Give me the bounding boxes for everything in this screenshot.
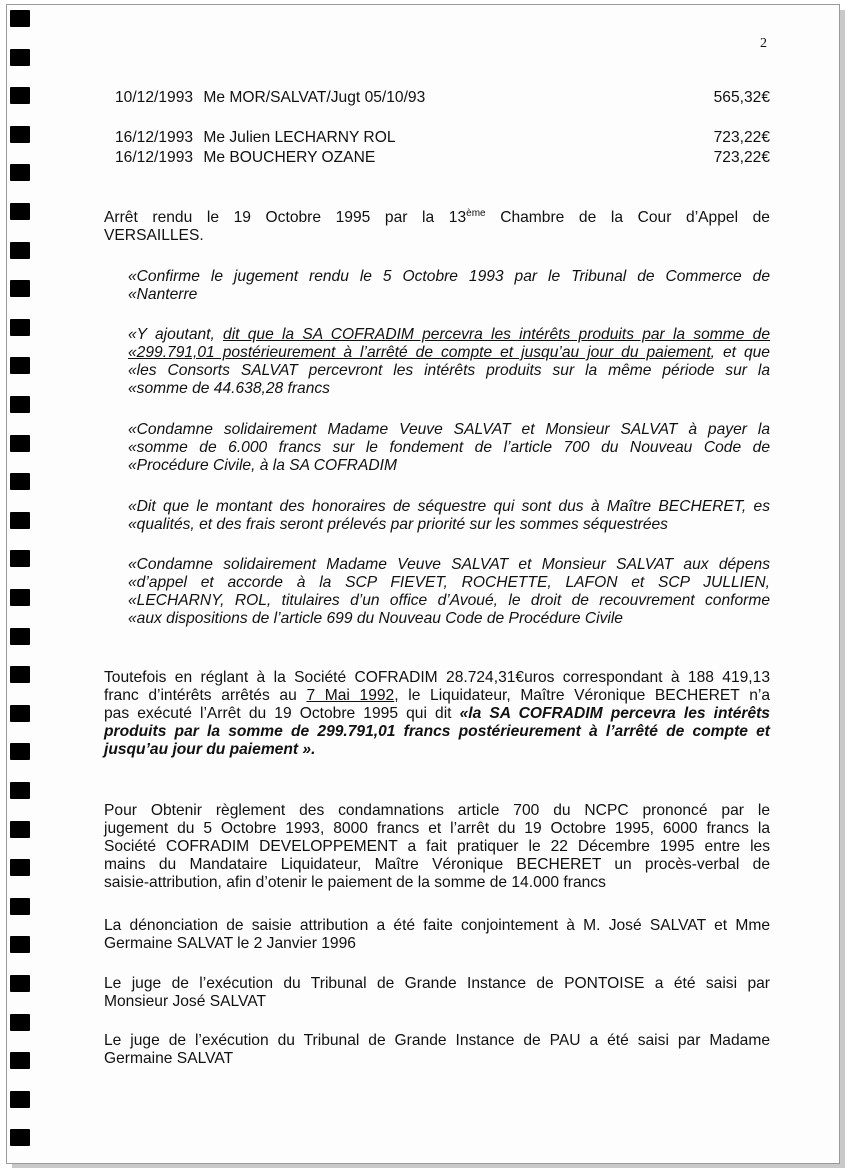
binding-hole	[10, 242, 30, 259]
entry-label: Me MOR/SALVAT/Jugt 05/10/93	[203, 89, 426, 106]
quote-line: «Condamne solidairement Madame Veuve SALVAT et Monsieur SALVAT à payer la	[128, 421, 770, 438]
binding-hole	[10, 1014, 30, 1031]
paragraph-line: mains du Mandataire Liquidateur, Maître Véronique BECHERET un procès-verbal de	[104, 856, 770, 873]
quote-line: «Y ajoutant, dit que la SA COFRADIM percevra les intérêts produits par la somme de	[128, 326, 770, 343]
paragraph-line: Germaine SALVAT le 2 Janvier 1996	[104, 935, 356, 952]
binding-hole	[10, 936, 30, 953]
entry-row	[115, 129, 770, 147]
binding-hole	[10, 319, 30, 336]
quote-line: «d’appel et accorde à la SCP FIEVET, ROCHETTE, LAFON et SCP JULLIEN,	[128, 574, 770, 591]
quote-line: «LECHARNY, ROL, titulaires d’un office d’Avoué, le droit de recouvrement conforme	[128, 592, 770, 609]
binding-hole	[10, 705, 30, 722]
paragraph-line: franc d’intérêts arrêtés au 7 Mai 1992, le Liquidateur, Maître Véronique BECHERET n’a	[104, 687, 771, 704]
binding-hole	[10, 628, 30, 645]
paragraph-line: Le juge de l’exécution du Tribunal de Grande Instance de PAU a été saisi par Madame	[104, 1032, 770, 1049]
binding-hole	[10, 435, 30, 452]
paragraph-line: Le juge de l’exécution du Tribunal de Grande Instance de PONTOISE a été saisi par	[104, 975, 770, 992]
entry-label: Me BOUCHERY OZANE	[203, 149, 376, 166]
binding-hole	[10, 396, 30, 413]
paragraph-line: Monsieur José SALVAT	[104, 993, 267, 1010]
paragraph-toutefois	[104, 669, 770, 759]
paragraph-line: produits par la somme de 299.791,01 francs postérieurement à l’arrêté de compte et	[104, 723, 770, 740]
paragraph-line: saisie-attribution, afin d’otenir le paiement de la somme de 14.000 francs	[104, 874, 606, 891]
binding-hole	[10, 10, 30, 27]
binding-hole	[10, 550, 30, 567]
arret-intro	[104, 209, 770, 245]
binding-hole	[10, 898, 30, 915]
quote-line: «les Consorts SALVAT percevront les intérêts produits sur la même période sur la	[128, 362, 770, 379]
quote-line: «Confirme le jugement rendu le 5 Octobre 1993 par le Tribunal de Commerce de	[128, 268, 770, 285]
paragraph-line: Toutefois en réglant à la Société COFRADIM 28.724,31€uros correspondant à 188 419,13	[104, 669, 770, 686]
binding-hole	[10, 203, 30, 220]
binding-hole	[10, 357, 30, 374]
paragraph-pau	[104, 1032, 770, 1068]
entry-row	[115, 149, 770, 167]
arret-intro-line1: Arrêt rendu le 19 Octobre 1995 par la 13ème Chambre de la Cour d’Appel de	[104, 207, 770, 226]
binding-hole	[10, 975, 30, 992]
page-number: 2	[760, 36, 767, 51]
binding-hole	[10, 666, 30, 683]
paragraph-line: pas exécuté l’Arrêt du 19 Octobre 1995 qui dit «la SA COFRADIM percevra les intérêts	[104, 705, 770, 722]
binding-hole	[10, 859, 30, 876]
quote-line: «Condamne solidairement Madame Veuve SALVAT et Monsieur SALVAT aux dépens	[128, 556, 770, 573]
quote-line: «Nanterre	[128, 286, 198, 303]
binding-hole	[10, 1091, 30, 1108]
paragraph-line: Germaine SALVAT	[104, 1050, 234, 1067]
quote-line: «Procédure Civile, à la SA COFRADIM	[128, 457, 397, 474]
quote-confirme	[128, 268, 770, 304]
binding-hole	[10, 512, 30, 529]
entry-amount: 723,22€	[713, 129, 770, 146]
binding-hole	[10, 821, 30, 838]
paragraph-line: Pour Obtenir règlement des condamnations article 700 du NCPC prononcé par le	[104, 802, 770, 819]
quote-condamne-700	[128, 421, 770, 475]
entry-label: Me Julien LECHARNY ROL	[203, 129, 396, 146]
binding-hole	[10, 1129, 30, 1146]
binding-hole	[10, 49, 30, 66]
entry-row	[115, 89, 770, 107]
quote-line: «somme de 44.638,28 francs	[128, 380, 330, 397]
quote-line: «299.791,01 postérieurement à l’arrêté de compte et jusqu’au jour du paiement, et que	[128, 344, 770, 361]
binding-hole	[10, 782, 30, 799]
paragraph-denonciation	[104, 917, 770, 953]
entry-date: 10/12/1993	[115, 89, 194, 106]
paragraph-obtenir	[104, 802, 770, 892]
quote-line: «Dit que le montant des honoraires de séquestre qui sont dus à Maître BECHERET, es	[128, 498, 770, 515]
quote-line: «qualités, et des frais seront prélevés par priorité sur les sommes séquestrées	[128, 516, 668, 533]
binding-hole	[10, 589, 30, 606]
paragraph-line: La dénonciation de saisie attribution a été faite conjointement à M. José SALVAT et Mme	[104, 917, 770, 934]
binding-hole	[10, 473, 30, 490]
binding-hole	[10, 126, 30, 143]
entry-date: 16/12/1993	[115, 149, 194, 166]
entry-date: 16/12/1993	[115, 129, 194, 146]
paragraph-line: jusqu’au jour du paiement ».	[104, 741, 316, 758]
quote-line: «aux dispositions de l’article 699 du Nouveau Code de Procédure Civile	[128, 610, 623, 627]
binding-hole	[10, 280, 30, 297]
spiral-binding	[10, 0, 30, 1170]
binding-hole	[10, 164, 30, 181]
paragraph-line: jugement du 5 Octobre 1993, 8000 francs et l’arrêt du 19 Octobre 1995, 6000 francs la	[104, 820, 770, 837]
quote-depens	[128, 556, 770, 628]
quote-line: «somme de 6.000 francs sur le fondement de l’article 700 du Nouveau Code de	[128, 439, 770, 456]
page-shadow-right	[840, 10, 845, 1168]
paragraph-pontoise	[104, 975, 770, 1011]
page-shadow-bottom	[12, 1164, 845, 1168]
quote-ajoutant	[128, 326, 770, 398]
binding-hole	[10, 743, 30, 760]
binding-hole	[10, 1052, 30, 1069]
paragraph-line: Société COFRADIM DEVELOPPEMENT a fait pratiquer le 22 Décembre 1995 entre les	[104, 838, 770, 855]
quote-honoraires	[128, 498, 770, 534]
arret-intro-line2: VERSAILLES.	[104, 227, 204, 244]
entry-amount: 723,22€	[713, 149, 770, 166]
entry-amount: 565,32€	[713, 89, 770, 106]
binding-hole	[10, 87, 30, 104]
